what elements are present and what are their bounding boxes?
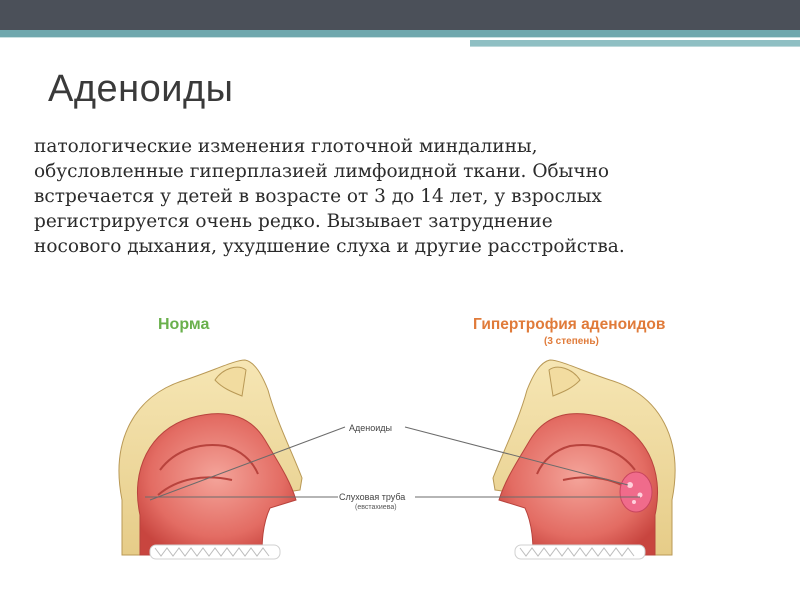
accent-line <box>0 37 800 38</box>
label-adenoids: Аденоиды <box>349 423 392 433</box>
label-eustachian-sub: (евстахиева) <box>355 504 397 511</box>
accent-line-short <box>470 46 800 47</box>
body-line: патологические изменения глоточной миндалины, <box>34 136 538 157</box>
slide-body <box>34 134 774 259</box>
label-degree: (3 степень) <box>544 336 599 347</box>
slide-title: Аденоиды <box>48 68 234 110</box>
label-eustachian-tube: Слуховая труба <box>339 492 406 502</box>
body-line: регистрируется очень редко. Вызывает затруднение <box>34 211 553 232</box>
body-line: встречается у детей в возрасте от 3 до 14 лет, у взрослых <box>34 186 602 207</box>
hypertrophy-anatomy <box>493 360 675 559</box>
label-hypertrophy: Гипертрофия аденоидов <box>473 316 666 333</box>
normal-anatomy <box>119 360 302 559</box>
body-line: обусловленные гиперплазией лимфоидной ткани. Обычно <box>34 161 610 182</box>
adenoids-illustration <box>70 300 710 580</box>
accent-stripe <box>0 30 800 37</box>
body-line: носового дыхания, ухудшение слуха и другие расстройства. <box>34 236 625 257</box>
label-normal: Норма <box>158 316 210 333</box>
top-bar <box>0 0 800 30</box>
